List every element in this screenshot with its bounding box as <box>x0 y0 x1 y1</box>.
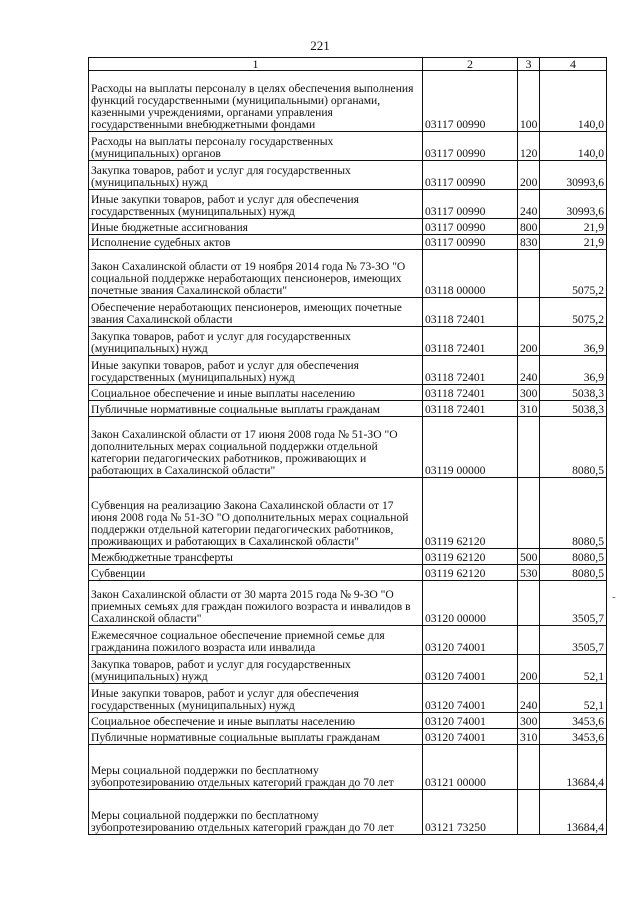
row-description: Закупка товаров, работ и услуг для государственных (муниципальных) нужд <box>89 327 423 356</box>
row-amount: 3453,6 <box>540 713 607 729</box>
row-expense-type <box>518 478 540 549</box>
row-target-code: 03117 00990 <box>423 71 518 132</box>
table-row <box>89 655 607 684</box>
row-amount: 5038,3 <box>540 385 607 401</box>
row-expense-type: 300 <box>518 713 540 729</box>
row-description: Меры социальной поддержки по бесплатному зубопротезированию отдельных категорий граждан до 70 лет <box>89 745 423 790</box>
row-target-code: 03120 00000 <box>423 581 518 626</box>
table-row <box>89 581 607 626</box>
table-row <box>89 729 607 745</box>
row-amount: 3505,7 <box>540 581 607 626</box>
row-target-code: 03121 00000 <box>423 745 518 790</box>
table-row <box>89 417 607 478</box>
row-expense-type <box>518 581 540 626</box>
row-description: Иные бюджетные ассигнования <box>89 219 423 235</box>
row-amount: 8080,5 <box>540 549 607 565</box>
row-expense-type <box>518 250 540 298</box>
row-expense-type: 830 <box>518 235 540 250</box>
table-row <box>89 478 607 549</box>
row-amount: 3453,6 <box>540 729 607 745</box>
column-header-amount: 4 <box>540 58 607 71</box>
row-amount: 140,0 <box>540 71 607 132</box>
row-target-code: 03119 62120 <box>423 549 518 565</box>
row-expense-type: 100 <box>518 71 540 132</box>
table-row <box>89 745 607 790</box>
page-number: 221 <box>310 38 330 53</box>
row-target-code: 03120 74001 <box>423 626 518 655</box>
column-header-description: 1 <box>89 58 423 71</box>
row-expense-type: 120 <box>518 132 540 161</box>
row-expense-type: 240 <box>518 190 540 219</box>
row-amount: 13684,4 <box>540 790 607 835</box>
row-amount: 8080,5 <box>540 478 607 549</box>
column-header-expense-type: 3 <box>518 58 540 71</box>
table-row <box>89 401 607 417</box>
row-description: Публичные нормативные социальные выплаты гражданам <box>89 401 423 417</box>
table-row <box>89 356 607 385</box>
row-target-code: 03117 00990 <box>423 190 518 219</box>
row-description: Закупка товаров, работ и услуг для государственных (муниципальных) нужд <box>89 161 423 190</box>
table-row <box>89 71 607 132</box>
row-amount: 8080,5 <box>540 417 607 478</box>
row-target-code: 03117 00990 <box>423 219 518 235</box>
row-expense-type <box>518 417 540 478</box>
row-amount: 5075,2 <box>540 298 607 327</box>
row-amount: 140,0 <box>540 132 607 161</box>
table-row <box>89 161 607 190</box>
row-amount: 52,1 <box>540 655 607 684</box>
row-description: Обеспечение неработающих пенсионеров, имеющих почетные звания Сахалинской области <box>89 298 423 327</box>
row-target-code: 03120 74001 <box>423 655 518 684</box>
row-amount: 36,9 <box>540 356 607 385</box>
row-target-code: 03120 74001 <box>423 713 518 729</box>
row-description: Закон Сахалинской области от 19 ноября 2014 года № 73-ЗО "О социальной поддержке неработающих пенсионеров, имеющих почетные звания Сахалинской области" <box>89 250 423 298</box>
row-target-code: 03118 72401 <box>423 298 518 327</box>
table-header-row <box>89 58 607 71</box>
row-target-code: 03117 00990 <box>423 235 518 250</box>
row-amount: 8080,5 <box>540 565 607 581</box>
row-description: Ежемесячное социальное обеспечение приемной семье для гражданина пожилого возраста или инвалида <box>89 626 423 655</box>
row-description: Социальное обеспечение и иные выплаты населению <box>89 385 423 401</box>
row-expense-type <box>518 745 540 790</box>
table-row <box>89 219 607 235</box>
row-amount: 36,9 <box>540 327 607 356</box>
table-row <box>89 549 607 565</box>
row-amount: 5038,3 <box>540 401 607 417</box>
row-target-code: 03119 62120 <box>423 478 518 549</box>
table-row <box>89 684 607 713</box>
table-row <box>89 713 607 729</box>
table-row <box>89 235 607 250</box>
row-amount: 30993,6 <box>540 190 607 219</box>
row-expense-type: 200 <box>518 327 540 356</box>
row-description: Закупка товаров, работ и услуг для государственных (муниципальных) нужд <box>89 655 423 684</box>
row-amount: 21,9 <box>540 219 607 235</box>
row-amount: 21,9 <box>540 235 607 250</box>
row-expense-type: 310 <box>518 401 540 417</box>
budget-table <box>88 57 607 835</box>
row-target-code: 03118 72401 <box>423 385 518 401</box>
row-description: Закон Сахалинской области от 30 марта 2015 года № 9-ЗО "О приемных семьях для граждан пожилого возраста и инвалидов в Сахалинской области" <box>89 581 423 626</box>
row-target-code: 03119 00000 <box>423 417 518 478</box>
row-description: Социальное обеспечение и иные выплаты населению <box>89 713 423 729</box>
row-description: Расходы на выплаты персоналу государственных (муниципальных) органов <box>89 132 423 161</box>
table-row <box>89 565 607 581</box>
row-expense-type: 500 <box>518 549 540 565</box>
row-amount: 3505,7 <box>540 626 607 655</box>
row-target-code: 03117 00990 <box>423 161 518 190</box>
row-target-code: 03120 74001 <box>423 729 518 745</box>
table-row <box>89 327 607 356</box>
row-target-code: 03121 73250 <box>423 790 518 835</box>
table-row <box>89 385 607 401</box>
row-description: Исполнение судебных актов <box>89 235 423 250</box>
table-row <box>89 298 607 327</box>
row-description: Субвенции <box>89 565 423 581</box>
row-expense-type: 200 <box>518 655 540 684</box>
column-header-target-code: 2 <box>423 58 518 71</box>
row-target-code: 03118 72401 <box>423 356 518 385</box>
table-row <box>89 190 607 219</box>
row-description: Иные закупки товаров, работ и услуг для обеспечения государственных (муниципальных) нужд <box>89 190 423 219</box>
table-row <box>89 626 607 655</box>
row-description: Межбюджетные трансферты <box>89 549 423 565</box>
row-expense-type <box>518 298 540 327</box>
row-target-code: 03118 72401 <box>423 327 518 356</box>
table-row <box>89 790 607 835</box>
row-amount: 5075,2 <box>540 250 607 298</box>
row-description: Закон Сахалинской области от 17 июня 2008 года № 51-ЗО "О дополнительных мерах социальной поддержки отдельной категории педагогических работников, проживающих и работающих в Сахалинской области" <box>89 417 423 478</box>
row-description: Расходы на выплаты персоналу в целях обеспечения выполнения функций государственными (муниципальными) органами, казенными учреждениями, органами управления государственными внебюджетными фондами <box>89 71 423 132</box>
row-target-code: 03119 62120 <box>423 565 518 581</box>
row-expense-type: 200 <box>518 161 540 190</box>
row-description: Публичные нормативные социальные выплаты гражданам <box>89 729 423 745</box>
row-expense-type: 240 <box>518 684 540 713</box>
margin-mark: - <box>612 591 616 603</box>
row-expense-type: 800 <box>518 219 540 235</box>
row-description: Меры социальной поддержки по бесплатному зубопротезированию отдельных категорий граждан до 70 лет <box>89 790 423 835</box>
row-amount: 52,1 <box>540 684 607 713</box>
row-description: Иные закупки товаров, работ и услуг для обеспечения государственных (муниципальных) нужд <box>89 684 423 713</box>
row-expense-type <box>518 790 540 835</box>
table-row <box>89 132 607 161</box>
row-expense-type <box>518 626 540 655</box>
row-expense-type: 240 <box>518 356 540 385</box>
row-expense-type: 300 <box>518 385 540 401</box>
row-expense-type: 310 <box>518 729 540 745</box>
row-target-code: 03120 74001 <box>423 684 518 713</box>
table-row <box>89 250 607 298</box>
row-target-code: 03117 00990 <box>423 132 518 161</box>
row-amount: 30993,6 <box>540 161 607 190</box>
row-expense-type: 530 <box>518 565 540 581</box>
row-description: Иные закупки товаров, работ и услуг для обеспечения государственных (муниципальных) нужд <box>89 356 423 385</box>
row-target-code: 03118 72401 <box>423 401 518 417</box>
row-description: Субвенция на реализацию Закона Сахалинской области от 17 июня 2008 года № 51-ЗО "О дополнительных мерах социальной поддержки отдельной категории педагогических работников, проживающих и работающих в Сахалинской области" <box>89 478 423 549</box>
row-target-code: 03118 00000 <box>423 250 518 298</box>
row-amount: 13684,4 <box>540 745 607 790</box>
